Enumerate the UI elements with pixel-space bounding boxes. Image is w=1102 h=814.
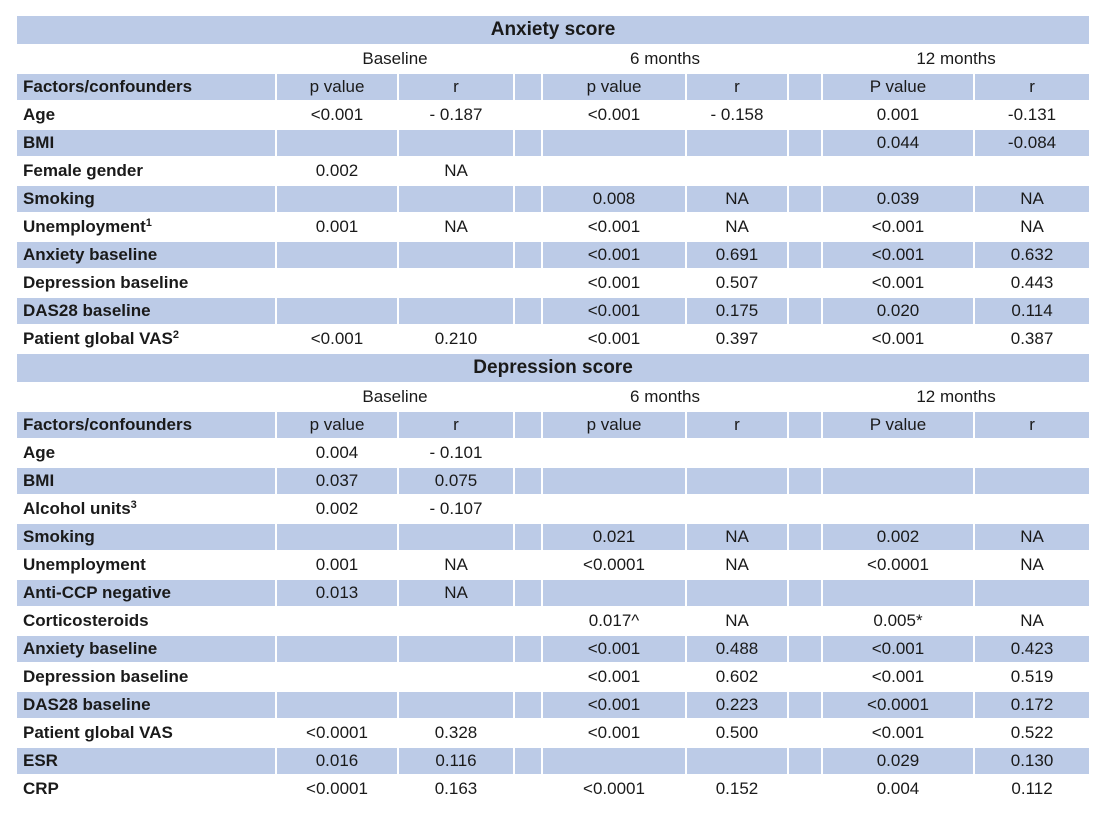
- column-header: r: [687, 74, 787, 100]
- p-value-cell: <0.001: [310, 329, 364, 348]
- p-value-cell: <0.001: [543, 298, 685, 324]
- column-header-label: Factors/confounders: [17, 412, 275, 438]
- p-value-cell: [277, 270, 397, 296]
- row-label-cell: [17, 580, 275, 606]
- gap-cell: [789, 74, 821, 100]
- r-value-cell: [687, 496, 787, 522]
- r-value-cell: [399, 664, 513, 690]
- footnote-marker: 1: [145, 217, 152, 229]
- r-value-cell: 0.500: [715, 723, 759, 742]
- row-label-cell: [17, 440, 275, 466]
- p-value-cell: <0.001: [823, 636, 973, 662]
- row-label-cell: [17, 186, 275, 212]
- row-label: Smoking: [23, 527, 95, 546]
- r-value-cell: - 0.158: [710, 105, 764, 124]
- r-value-cell: NA: [687, 186, 787, 212]
- gap-cell: [789, 130, 821, 156]
- p-value-cell: <0.001: [543, 692, 685, 718]
- row-label: DAS28 baseline: [23, 695, 151, 714]
- correlation-table-container: [15, 14, 1087, 804]
- p-value-cell: [543, 580, 685, 606]
- r-value-cell: -0.084: [975, 130, 1089, 156]
- r-value-cell: [399, 692, 513, 718]
- p-value-cell: 0.016: [277, 748, 397, 774]
- p-value-cell: 0.021: [543, 524, 685, 550]
- table-row: [17, 242, 1089, 268]
- p-value-cell: <0.0001: [306, 779, 368, 798]
- gap-cell: [515, 412, 541, 438]
- gap-cell: [789, 158, 821, 184]
- gap-cell: [515, 214, 541, 240]
- row-label: Anti-CCP negative: [23, 583, 171, 602]
- r-value-cell: [399, 636, 513, 662]
- column-header: r: [975, 74, 1089, 100]
- table-row: [17, 720, 1089, 746]
- column-header: p value: [277, 412, 397, 438]
- r-value-cell: 0.223: [687, 692, 787, 718]
- p-value-cell: <0.001: [871, 667, 925, 686]
- gap-cell: [789, 186, 821, 212]
- gap-cell: [515, 102, 541, 128]
- r-value-cell: [399, 270, 513, 296]
- p-value-cell: 0.001: [876, 105, 920, 124]
- row-label: Anxiety baseline: [23, 639, 158, 658]
- r-value-cell: - 0.101: [429, 443, 483, 462]
- gap-cell: [515, 186, 541, 212]
- gap-cell: [515, 580, 541, 606]
- gap-cell: [789, 468, 821, 494]
- table-row: [17, 552, 1089, 578]
- r-value-cell: NA: [725, 611, 749, 630]
- row-label-cell: [17, 776, 275, 802]
- r-value-cell: [975, 580, 1089, 606]
- p-value-cell: 0.037: [277, 468, 397, 494]
- r-value-cell: NA: [975, 186, 1089, 212]
- gap-cell: [515, 608, 541, 634]
- footnote-marker: 2: [172, 329, 179, 341]
- column-header: P value: [823, 412, 973, 438]
- p-value-cell: <0.0001: [583, 779, 645, 798]
- r-value-cell: NA: [975, 524, 1089, 550]
- gap-cell: [789, 664, 821, 690]
- table-row: [17, 270, 1089, 296]
- p-value-cell: [277, 130, 397, 156]
- table-row: [17, 102, 1089, 128]
- table-row: [17, 524, 1089, 550]
- r-value-cell: 0.175: [687, 298, 787, 324]
- gap-cell: [789, 720, 821, 746]
- gap-cell: [515, 326, 541, 352]
- r-value-cell: 0.116: [399, 748, 513, 774]
- gap-cell: [515, 496, 541, 522]
- r-value-cell: 0.210: [434, 329, 478, 348]
- p-value-cell: 0.044: [823, 130, 973, 156]
- row-label: ESR: [23, 751, 58, 770]
- p-value-cell: [543, 130, 685, 156]
- r-value-cell: 0.114: [975, 298, 1089, 324]
- gap-cell: [515, 74, 541, 100]
- r-value-cell: 0.423: [975, 636, 1089, 662]
- p-value-cell: 0.001: [315, 555, 359, 574]
- r-value-cell: 0.387: [1010, 329, 1054, 348]
- gap-cell: [789, 580, 821, 606]
- r-value-cell: 0.522: [1010, 723, 1054, 742]
- gap-cell: [789, 496, 821, 522]
- p-value-cell: <0.0001: [823, 692, 973, 718]
- row-label-cell: [17, 496, 275, 522]
- blank-cell: [789, 46, 821, 72]
- r-value-cell: [687, 440, 787, 466]
- section-title: Depression score: [17, 354, 1089, 382]
- r-value-cell: [399, 186, 513, 212]
- correlation-table: [15, 14, 1091, 804]
- row-label: BMI: [23, 133, 55, 152]
- column-header-label: Factors/confounders: [17, 74, 275, 100]
- row-label: Unemployment: [23, 555, 146, 574]
- row-label-cell: [17, 468, 275, 494]
- p-value-cell: [823, 158, 973, 184]
- row-label-cell: [17, 158, 275, 184]
- p-value-cell: <0.001: [823, 242, 973, 268]
- column-header: P value: [823, 74, 973, 100]
- period-label: Baseline: [362, 387, 428, 406]
- r-value-cell: 0.075: [399, 468, 513, 494]
- row-label: Depression baseline: [23, 273, 189, 292]
- period-label: 12 months: [916, 387, 996, 406]
- p-value-cell: <0.001: [587, 329, 641, 348]
- p-value-cell: 0.017^: [588, 611, 640, 630]
- row-label-cell: [17, 130, 275, 156]
- gap-cell: [789, 776, 821, 802]
- p-value-cell: 0.029: [823, 748, 973, 774]
- row-label-cell: [17, 298, 275, 324]
- column-header: r: [399, 74, 513, 100]
- row-label: CRP: [23, 779, 59, 798]
- row-label: BMI: [23, 471, 55, 490]
- gap-cell: [789, 270, 821, 296]
- gap-cell: [515, 664, 541, 690]
- blank-cell: [515, 384, 541, 410]
- row-label: Age: [23, 443, 56, 462]
- footnote-marker: 3: [130, 499, 137, 511]
- p-value-cell: [277, 298, 397, 324]
- r-value-cell: 0.488: [687, 636, 787, 662]
- period-header-row: [17, 384, 1089, 410]
- r-value-cell: 0.602: [715, 667, 759, 686]
- column-header: r: [975, 412, 1089, 438]
- p-value-cell: 0.005*: [873, 611, 923, 630]
- p-value-cell: <0.001: [587, 723, 641, 742]
- p-value-cell: [543, 158, 685, 184]
- p-value-cell: <0.001: [871, 217, 925, 236]
- section-title: Anxiety score: [17, 16, 1089, 44]
- r-value-cell: [399, 608, 513, 634]
- r-value-cell: NA: [687, 524, 787, 550]
- gap-cell: [789, 412, 821, 438]
- p-value-cell: [277, 524, 397, 550]
- r-value-cell: [975, 158, 1089, 184]
- gap-cell: [789, 326, 821, 352]
- gap-cell: [789, 440, 821, 466]
- blank-cell: [789, 384, 821, 410]
- r-value-cell: 0.443: [1010, 273, 1054, 292]
- gap-cell: [515, 440, 541, 466]
- p-value-cell: [543, 468, 685, 494]
- p-value-cell: 0.004: [315, 443, 359, 462]
- p-value-cell: [277, 636, 397, 662]
- gap-cell: [789, 298, 821, 324]
- r-value-cell: [975, 496, 1089, 522]
- r-value-cell: -0.131: [1007, 105, 1057, 124]
- gap-cell: [515, 776, 541, 802]
- p-value-cell: <0.0001: [306, 723, 368, 742]
- gap-cell: [515, 298, 541, 324]
- p-value-cell: <0.001: [543, 242, 685, 268]
- p-value-cell: [543, 440, 685, 466]
- r-value-cell: - 0.107: [429, 499, 483, 518]
- row-label: Anxiety baseline: [23, 245, 158, 264]
- gap-cell: [789, 608, 821, 634]
- r-value-cell: NA: [725, 217, 749, 236]
- blank-cell: [515, 46, 541, 72]
- gap-cell: [789, 102, 821, 128]
- column-header: p value: [277, 74, 397, 100]
- p-value-cell: <0.001: [310, 105, 364, 124]
- column-header-row: [17, 412, 1089, 438]
- gap-cell: [515, 720, 541, 746]
- p-value-cell: <0.001: [587, 217, 641, 236]
- row-label: DAS28 baseline: [23, 301, 151, 320]
- gap-cell: [789, 552, 821, 578]
- r-value-cell: [399, 298, 513, 324]
- r-value-cell: 0.397: [715, 329, 759, 348]
- r-value-cell: 0.172: [975, 692, 1089, 718]
- table-row: [17, 664, 1089, 690]
- r-value-cell: NA: [444, 217, 468, 236]
- r-value-cell: [975, 468, 1089, 494]
- r-value-cell: [399, 130, 513, 156]
- gap-cell: [515, 468, 541, 494]
- row-label-cell: [17, 326, 275, 352]
- p-value-cell: <0.001: [587, 273, 641, 292]
- column-header: r: [687, 412, 787, 438]
- r-value-cell: 0.130: [975, 748, 1089, 774]
- row-label-cell: [17, 748, 275, 774]
- table-row: [17, 608, 1089, 634]
- r-value-cell: [687, 468, 787, 494]
- r-value-cell: NA: [725, 555, 749, 574]
- row-label: Patient global VAS: [23, 329, 173, 348]
- row-label: Patient global VAS: [23, 723, 173, 742]
- row-label-cell: [17, 636, 275, 662]
- p-value-cell: 0.020: [823, 298, 973, 324]
- row-label: Corticosteroids: [23, 611, 149, 630]
- row-label: Unemployment: [23, 217, 146, 236]
- gap-cell: [515, 748, 541, 774]
- r-value-cell: NA: [399, 580, 513, 606]
- p-value-cell: 0.002: [823, 524, 973, 550]
- r-value-cell: [399, 524, 513, 550]
- table-row: [17, 580, 1089, 606]
- p-value-cell: <0.0001: [867, 555, 929, 574]
- p-value-cell: 0.001: [315, 217, 359, 236]
- r-value-cell: 0.632: [975, 242, 1089, 268]
- r-value-cell: 0.112: [1011, 779, 1053, 798]
- p-value-cell: <0.0001: [583, 555, 645, 574]
- column-header-row: [17, 74, 1089, 100]
- p-value-cell: <0.001: [587, 105, 641, 124]
- table-row: [17, 692, 1089, 718]
- r-value-cell: [687, 580, 787, 606]
- gap-cell: [515, 524, 541, 550]
- row-label: Depression baseline: [23, 667, 189, 686]
- p-value-cell: <0.001: [543, 636, 685, 662]
- p-value-cell: 0.002: [315, 161, 359, 180]
- p-value-cell: 0.039: [823, 186, 973, 212]
- p-value-cell: [277, 242, 397, 268]
- row-label-cell: [17, 214, 275, 240]
- column-header: p value: [543, 74, 685, 100]
- row-label: Smoking: [23, 189, 95, 208]
- r-value-cell: [975, 440, 1089, 466]
- gap-cell: [789, 524, 821, 550]
- gap-cell: [789, 636, 821, 662]
- gap-cell: [515, 270, 541, 296]
- p-value-cell: <0.001: [587, 667, 641, 686]
- p-value-cell: <0.001: [871, 273, 925, 292]
- table-row: [17, 468, 1089, 494]
- period-label: Baseline: [362, 49, 428, 68]
- p-value-cell: [277, 664, 397, 690]
- row-label: Female gender: [23, 161, 143, 180]
- r-value-cell: NA: [1020, 217, 1044, 236]
- gap-cell: [789, 748, 821, 774]
- r-value-cell: NA: [1020, 611, 1044, 630]
- r-value-cell: NA: [444, 161, 468, 180]
- row-label: Alcohol units: [23, 499, 131, 518]
- p-value-cell: [823, 440, 973, 466]
- section-title-row: [17, 354, 1089, 382]
- r-value-cell: 0.691: [687, 242, 787, 268]
- table-row: [17, 748, 1089, 774]
- table-row: [17, 440, 1089, 466]
- gap-cell: [789, 214, 821, 240]
- gap-cell: [515, 636, 541, 662]
- table-row: [17, 130, 1089, 156]
- gap-cell: [515, 242, 541, 268]
- r-value-cell: [687, 748, 787, 774]
- blank-cell: [17, 46, 275, 72]
- table-row: [17, 326, 1089, 352]
- table-row: [17, 496, 1089, 522]
- table-row: [17, 298, 1089, 324]
- r-value-cell: [687, 158, 787, 184]
- p-value-cell: [277, 186, 397, 212]
- r-value-cell: 0.163: [434, 779, 478, 798]
- p-value-cell: <0.001: [871, 329, 925, 348]
- period-label: 12 months: [916, 49, 996, 68]
- row-label-cell: [17, 664, 275, 690]
- period-label: 6 months: [630, 49, 700, 68]
- column-header: p value: [543, 412, 685, 438]
- r-value-cell: [687, 130, 787, 156]
- p-value-cell: [823, 580, 973, 606]
- table-row: [17, 636, 1089, 662]
- p-value-cell: [823, 468, 973, 494]
- p-value-cell: [543, 748, 685, 774]
- p-value-cell: <0.001: [871, 723, 925, 742]
- row-label: Age: [23, 105, 56, 124]
- r-value-cell: 0.152: [715, 779, 759, 798]
- row-label-cell: [17, 552, 275, 578]
- table-row: [17, 214, 1089, 240]
- p-value-cell: 0.013: [277, 580, 397, 606]
- row-label-cell: [17, 608, 275, 634]
- p-value-cell: [277, 608, 397, 634]
- row-label-cell: [17, 720, 275, 746]
- p-value-cell: [823, 496, 973, 522]
- period-label: 6 months: [630, 387, 700, 406]
- r-value-cell: - 0.187: [429, 105, 483, 124]
- blank-cell: [17, 384, 275, 410]
- gap-cell: [515, 130, 541, 156]
- p-value-cell: [277, 692, 397, 718]
- gap-cell: [515, 158, 541, 184]
- p-value-cell: 0.002: [315, 499, 359, 518]
- row-label-cell: [17, 102, 275, 128]
- r-value-cell: 0.519: [1010, 667, 1054, 686]
- r-value-cell: 0.328: [434, 723, 478, 742]
- r-value-cell: [399, 242, 513, 268]
- column-header: r: [399, 412, 513, 438]
- section-title-row: [17, 16, 1089, 44]
- row-label-cell: [17, 270, 275, 296]
- period-header-row: [17, 46, 1089, 72]
- gap-cell: [515, 692, 541, 718]
- row-label-cell: [17, 242, 275, 268]
- gap-cell: [515, 552, 541, 578]
- p-value-cell: [543, 496, 685, 522]
- row-label-cell: [17, 524, 275, 550]
- table-row: [17, 776, 1089, 802]
- r-value-cell: NA: [1020, 555, 1044, 574]
- p-value-cell: 0.004: [876, 779, 920, 798]
- r-value-cell: NA: [444, 555, 468, 574]
- row-label-cell: [17, 692, 275, 718]
- table-row: [17, 186, 1089, 212]
- p-value-cell: 0.008: [543, 186, 685, 212]
- r-value-cell: 0.507: [715, 273, 759, 292]
- gap-cell: [789, 242, 821, 268]
- table-row: [17, 158, 1089, 184]
- gap-cell: [789, 692, 821, 718]
